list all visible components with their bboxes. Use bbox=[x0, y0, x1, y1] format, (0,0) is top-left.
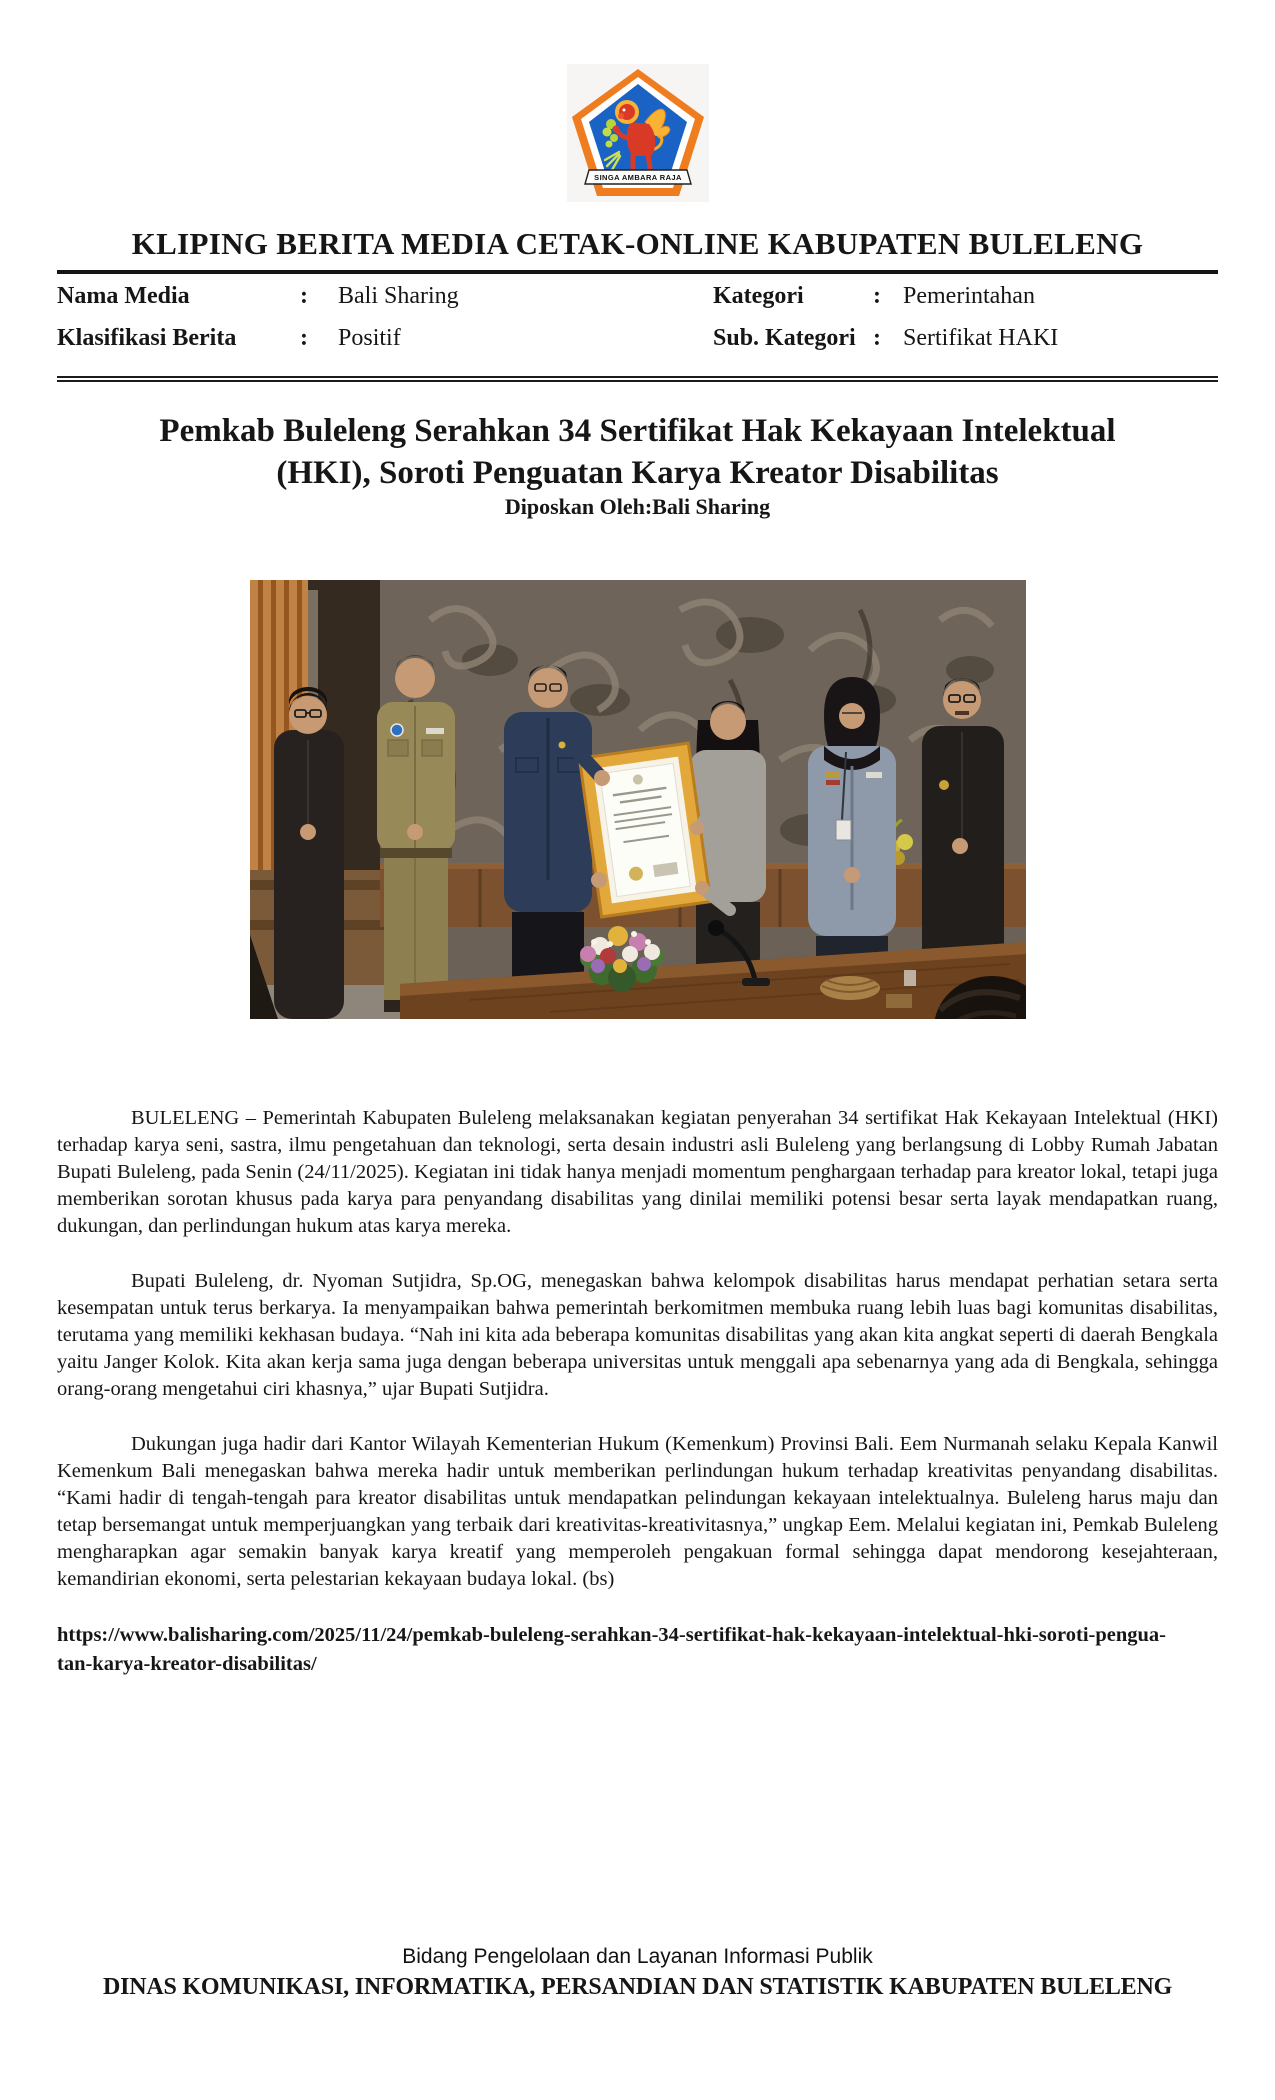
meta-row-sub-kategori bbox=[713, 325, 1218, 367]
article-paragraph-3: Dukungan juga hadir dari Kantor Wilayah Kementerian Hukum (Kemenkum) Provinsi Bali. Eem Nurmanah selaku Kepala Kanwil Kemenkum Bali menegaskan bahwa mereka hadir untuk memberikan perlindungan hukum terhadap kreativitas penyandang disabilitas. “Kami hadir di tengah-tengah para kreator disabilitas untuk mendapatkan pelindungan kekayaan intelektualnya. Buleleng harus maju dan tetap bersemangat untuk memperjuangkan yang terbaik dari kreativitas-kreativitasnya,” ungkap Eem. Melalui kegiatan ini, Pemkab Buleleng mengharapkan agar semakin banyak karya kreatif yang memperoleh pengakuan formal sehingga dapat mendorong kesejahteraan, kemandirian ekonomi, serta pelestarian kekayaan budaya lokal. (bs) bbox=[57, 1433, 1218, 1590]
footer-bidang: Bidang Pengelolaan dan Layanan Informasi Publik bbox=[402, 1945, 873, 1968]
meta-separator: : bbox=[873, 283, 881, 309]
meta-row-nama-media bbox=[57, 283, 677, 325]
letterhead-title: KLIPING BERITA MEDIA CETAK-ONLINE KABUPATEN BULELENG bbox=[131, 226, 1144, 261]
meta-separator: : bbox=[873, 325, 881, 351]
meta-label: Kategori bbox=[713, 283, 804, 309]
footer-dinas: DINAS KOMUNIKASI, INFORMATIKA, PERSANDIAN DAN STATISTIK KABUPATEN BULELENG bbox=[102, 1974, 1173, 2000]
meta-label: Nama Media bbox=[57, 283, 190, 309]
article-title-line1: Pemkab Buleleng Serahkan 34 Sertifikat Hak Kekayaan Intelektual bbox=[159, 413, 1116, 449]
article-body bbox=[0, 1105, 1275, 1679]
person-official-left bbox=[274, 687, 344, 1019]
document-footer bbox=[0, 1943, 1275, 2003]
article-title-line2: (HKI), Soroti Penguatan Karya Kreator Disabilitas bbox=[276, 455, 999, 491]
article-byline: Diposkan Oleh:Bali Sharing bbox=[504, 494, 771, 519]
meta-rule-double bbox=[57, 376, 1218, 382]
meta-row-klasifikasi bbox=[57, 325, 677, 367]
source-url-line2: tan-karya-kreator-disabilitas/ bbox=[57, 1653, 317, 1675]
meta-value: Bali Sharing bbox=[338, 283, 459, 309]
meta-value: Pemerintahan bbox=[903, 283, 1035, 309]
article-paragraph-1: BULELENG – Pemerintah Kabupaten Buleleng melaksanakan kegiatan penyerahan 34 sertifikat Hak Kekayaan Intelektual (HKI) terhadap karya seni, sastra, ilmu pengetahuan dan teknologi, serta desain industri asli Buleleng yang berlangsung di Lobby Rumah Jabatan Bupati Buleleng, pada Senin (24/11/2025). Kegiatan ini tidak hanya menjadi momentum penghargaan terhadap para kreator lokal, tetapi juga memberikan sorotan khusus pada karya para penyandang disabilitas yang dinilai memiliki potensi besar serta layak mendapatkan ruang, dukungan, dan perlindungan hukum atas karya mereka. bbox=[57, 1107, 1218, 1237]
meta-label: Sub. Kategori bbox=[713, 325, 856, 351]
crest-banner-text: SINGA AMBARA RAJA bbox=[593, 173, 682, 182]
meta-table bbox=[57, 274, 1218, 376]
meta-separator: : bbox=[300, 283, 308, 309]
article-title bbox=[57, 410, 1218, 494]
meta-value: Sertifikat HAKI bbox=[903, 325, 1059, 351]
person-khaki-official bbox=[377, 655, 455, 1012]
meta-row-kategori bbox=[713, 283, 1218, 325]
crest-banner bbox=[585, 170, 691, 184]
source-url bbox=[57, 1621, 1218, 1679]
meta-separator: : bbox=[300, 325, 308, 351]
meta-label: Klasifikasi Berita bbox=[57, 325, 237, 351]
meta-value: Positif bbox=[338, 325, 401, 351]
buleleng-crest-logo bbox=[567, 64, 709, 202]
article-paragraph-2: Bupati Buleleng, dr. Nyoman Sutjidra, Sp.OG, menegaskan bahwa kelompok disabilitas harus mendapat perhatian setara serta kesempatan untuk terus berkarya. Ia menyampaikan bahwa pemerintah berkomitmen membuka ruang lebih luas bagi komunitas disabilitas, terutama yang memiliki kekhasan budaya. “Nah ini kita ada beberapa komunitas disabilitas yang akan kita angkat seperti di daerah Bengkala yaitu Janger Kolok. Kita akan kerja sama juga dengan beberapa universitas untuk menggali apa sebenarnya yang ada di Bengkala, sehingga orang-orang mengetahui ciri khasnya,” ujar Bupati Sutjidra. bbox=[57, 1270, 1218, 1400]
article-photo bbox=[250, 580, 1026, 1019]
person-bupati bbox=[504, 665, 592, 1002]
source-url-line1: https://www.balisharing.com/2025/11/24/pemkab-buleleng-serahkan-34-sertifikat-hak-kekayaan-intelektual-hki-soroti-pengua- bbox=[57, 1624, 1166, 1646]
